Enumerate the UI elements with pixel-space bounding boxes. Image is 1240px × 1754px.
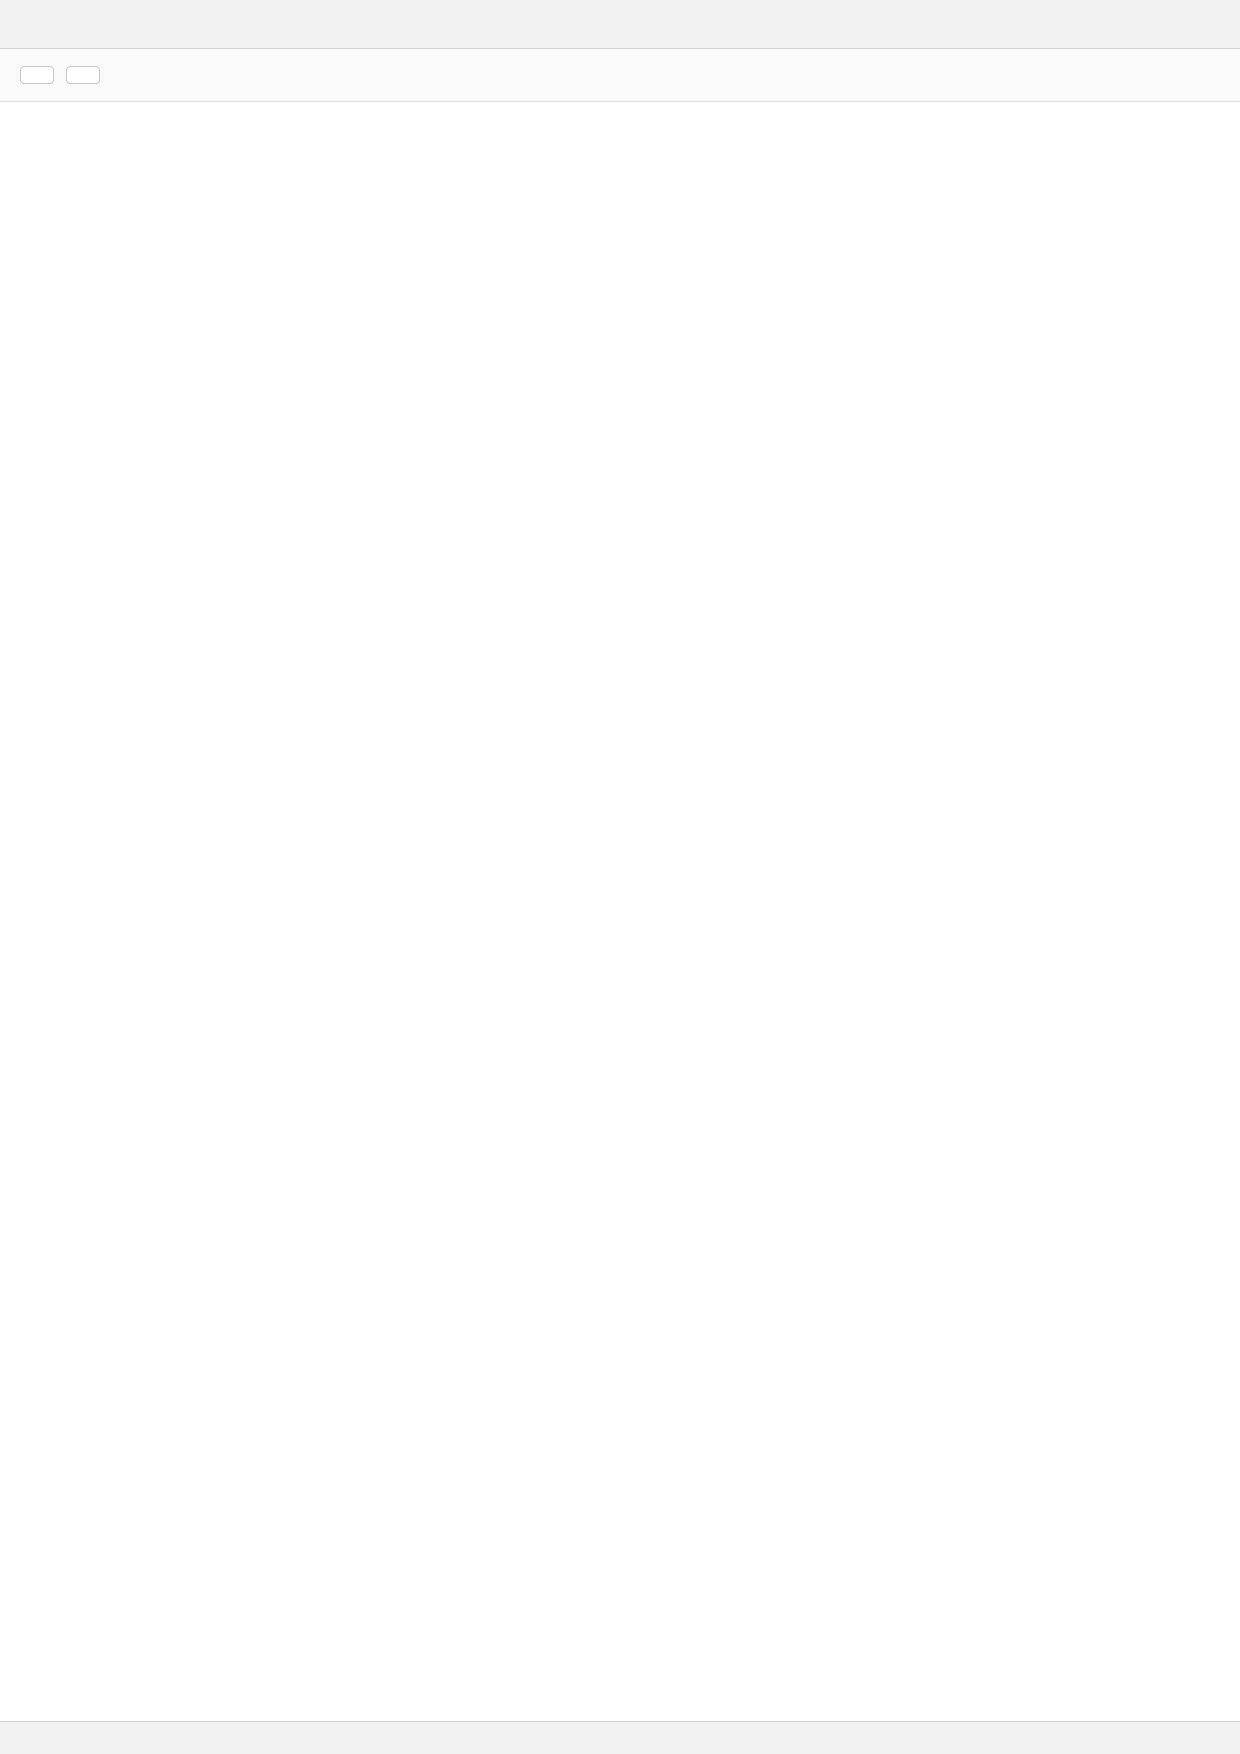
- title-bar: [0, 0, 1240, 49]
- secondary-button[interactable]: [66, 66, 100, 84]
- status-bar: [0, 1721, 1240, 1754]
- primary-button[interactable]: [20, 66, 54, 84]
- toolbar: [0, 49, 1240, 102]
- main-content: [0, 102, 1240, 1721]
